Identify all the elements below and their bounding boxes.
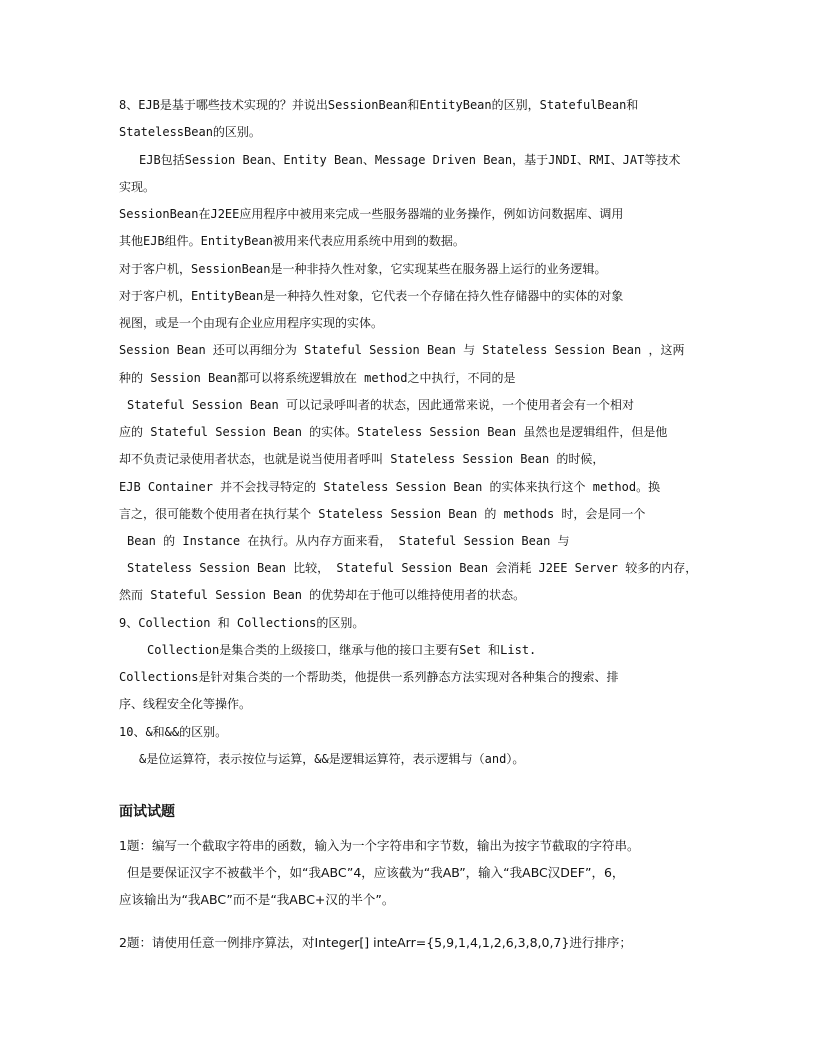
q9-title: 9、Collection 和 Collections的区别。 [119,616,365,630]
q8-answer-line: 应的 Stateful Session Bean 的实体。Stateless Session Bean 虽然也是逻辑组件，但是他 [119,425,668,439]
q8-answer-line: 实现。 [119,180,156,194]
q8-answer-line: 然而 Stateful Session Bean 的优势却在于他可以维持使用者的状态。 [119,588,526,602]
q8-answer-line: SessionBean在J2EE应用程序中被用来完成一些服务器端的业务操作，例如访问数据库、调用 [119,207,624,221]
q8-answer-line: Stateful Session Bean 可以记录呼叫者的状态，因此通常来说，一个使用者会有一个相对 [127,398,634,412]
q9-answer-line: 序、线程安全化等操作。 [119,697,252,711]
q8-answer-line: Session Bean 还可以再细分为 Stateful Session Bean 与 Stateless Session Bean ，这两 [119,343,685,357]
interview-q1-line: 但是要保证汉字不被截半个，如“我ABC”4，应该截为“我AB”，输入“我ABC汉DEF”，6， [127,865,625,880]
q8-answer-line: 对于客户机，EntityBean是一种持久性对象，它代表一个存储在持久性存储器中的实体的对象 [119,289,624,303]
q8-answer-line: 视图，或是一个由现有企业应用程序实现的实体。 [119,316,384,330]
q8-answer-line: Bean 的 Instance 在执行。从内存方面来看， Stateful Session Bean 与 [127,534,570,548]
q8-answer-line: 对于客户机，SessionBean是一种非持久性对象，它实现某些在服务器上运行的业务逻辑。 [119,262,607,276]
interview-q1-line: 应该输出为“我ABC”而不是“我ABC+汉的半个”。 [119,892,395,907]
q10-answer: &是位运算符，表示按位与运算，&&是逻辑运算符，表示逻辑与（and）。 [139,752,525,766]
q8-answer-line: 种的 Session Bean都可以将系统逻辑放在 method之中执行，不同的是 [119,371,516,385]
q9-answer-line: Collection是集合类的上级接口，继承与他的接口主要有Set 和List. [147,643,537,657]
q8-answer-line: EJB包括Session Bean、Entity Bean、Message Driven Bean，基于JNDI、RMI、JAT等技术 [139,153,681,167]
q8-answer-line: Stateless Session Bean 比较， Stateful Session Bean 会消耗 J2EE Server 较多的内存， [127,561,698,575]
q8-answer-line: 却不负责记录使用者状态，也就是说当使用者呼叫 Stateless Session Bean 的时候， [119,452,605,466]
q10-title: 10、&和&&的区别。 [119,725,228,739]
interview-heading: 面试试题 [119,804,175,820]
q8-title-line-2: StatelessBean的区别。 [119,125,261,139]
q9-answer-line: Collections是针对集合类的一个帮助类，他提供一系列静态方法实现对各种集合的搜索、排 [119,670,619,684]
interview-q1-line: 1题：编写一个截取字符串的函数，输入为一个字符串和字节数，输出为按字节截取的字符串。 [119,838,640,853]
q8-answer-line: 言之，很可能数个使用者在执行某个 Stateless Session Bean 的 methods 时，会是同一个 [119,507,646,521]
q8-answer-line: EJB Container 并不会找寻特定的 Stateless Session Bean 的实体来执行这个 method。换 [119,480,661,494]
interview-q2: 2题：请使用任意一例排序算法，对Integer[] inteArr={5,9,1,4,1,2,6,3,8,0,7}进行排序； [119,935,632,950]
q8-answer-line: 其他EJB组件。EntityBean被用来代表应用系统中用到的数据。 [119,234,465,248]
q8-title-line-1: 8、EJB是基于哪些技术实现的？并说出SessionBean和EntityBean的区别，StatefulBean和 [119,98,639,112]
